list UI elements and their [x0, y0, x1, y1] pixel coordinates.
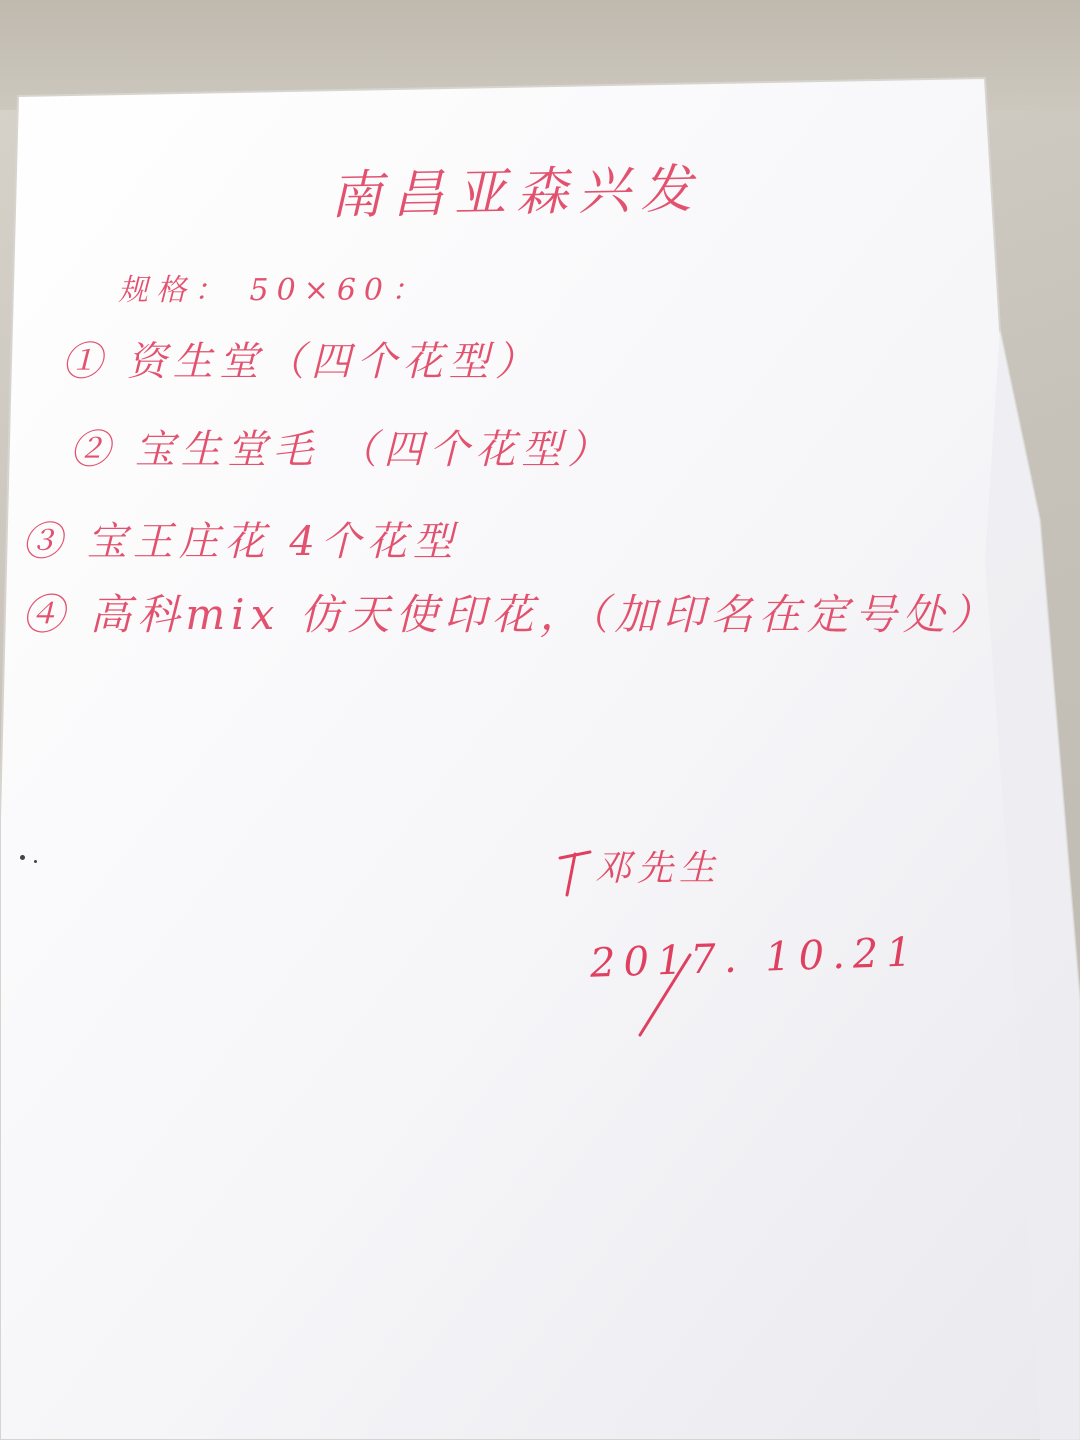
signature-text: 邓先生: [595, 848, 722, 889]
date-text: 2017. 10.21: [589, 929, 921, 987]
paper-spot-2: [34, 860, 37, 863]
document-title: 南昌亚森兴发: [329, 159, 703, 227]
list-item-2: ② 宝生堂毛 （四个花型）: [70, 427, 614, 473]
list-item-1: ① 资生堂（四个花型）: [62, 339, 541, 385]
list-item-3: ③ 宝王庄花 4个花型: [22, 519, 459, 565]
date-underline-stroke-icon: [630, 950, 710, 1040]
signature: [555, 840, 785, 900]
list-item-4: ④ 高科mix 仿天使印花，（加印名在定号处）: [22, 590, 999, 639]
spec-line: 规格： 50×60：: [118, 273, 430, 308]
paper-spot-1: [20, 855, 25, 860]
